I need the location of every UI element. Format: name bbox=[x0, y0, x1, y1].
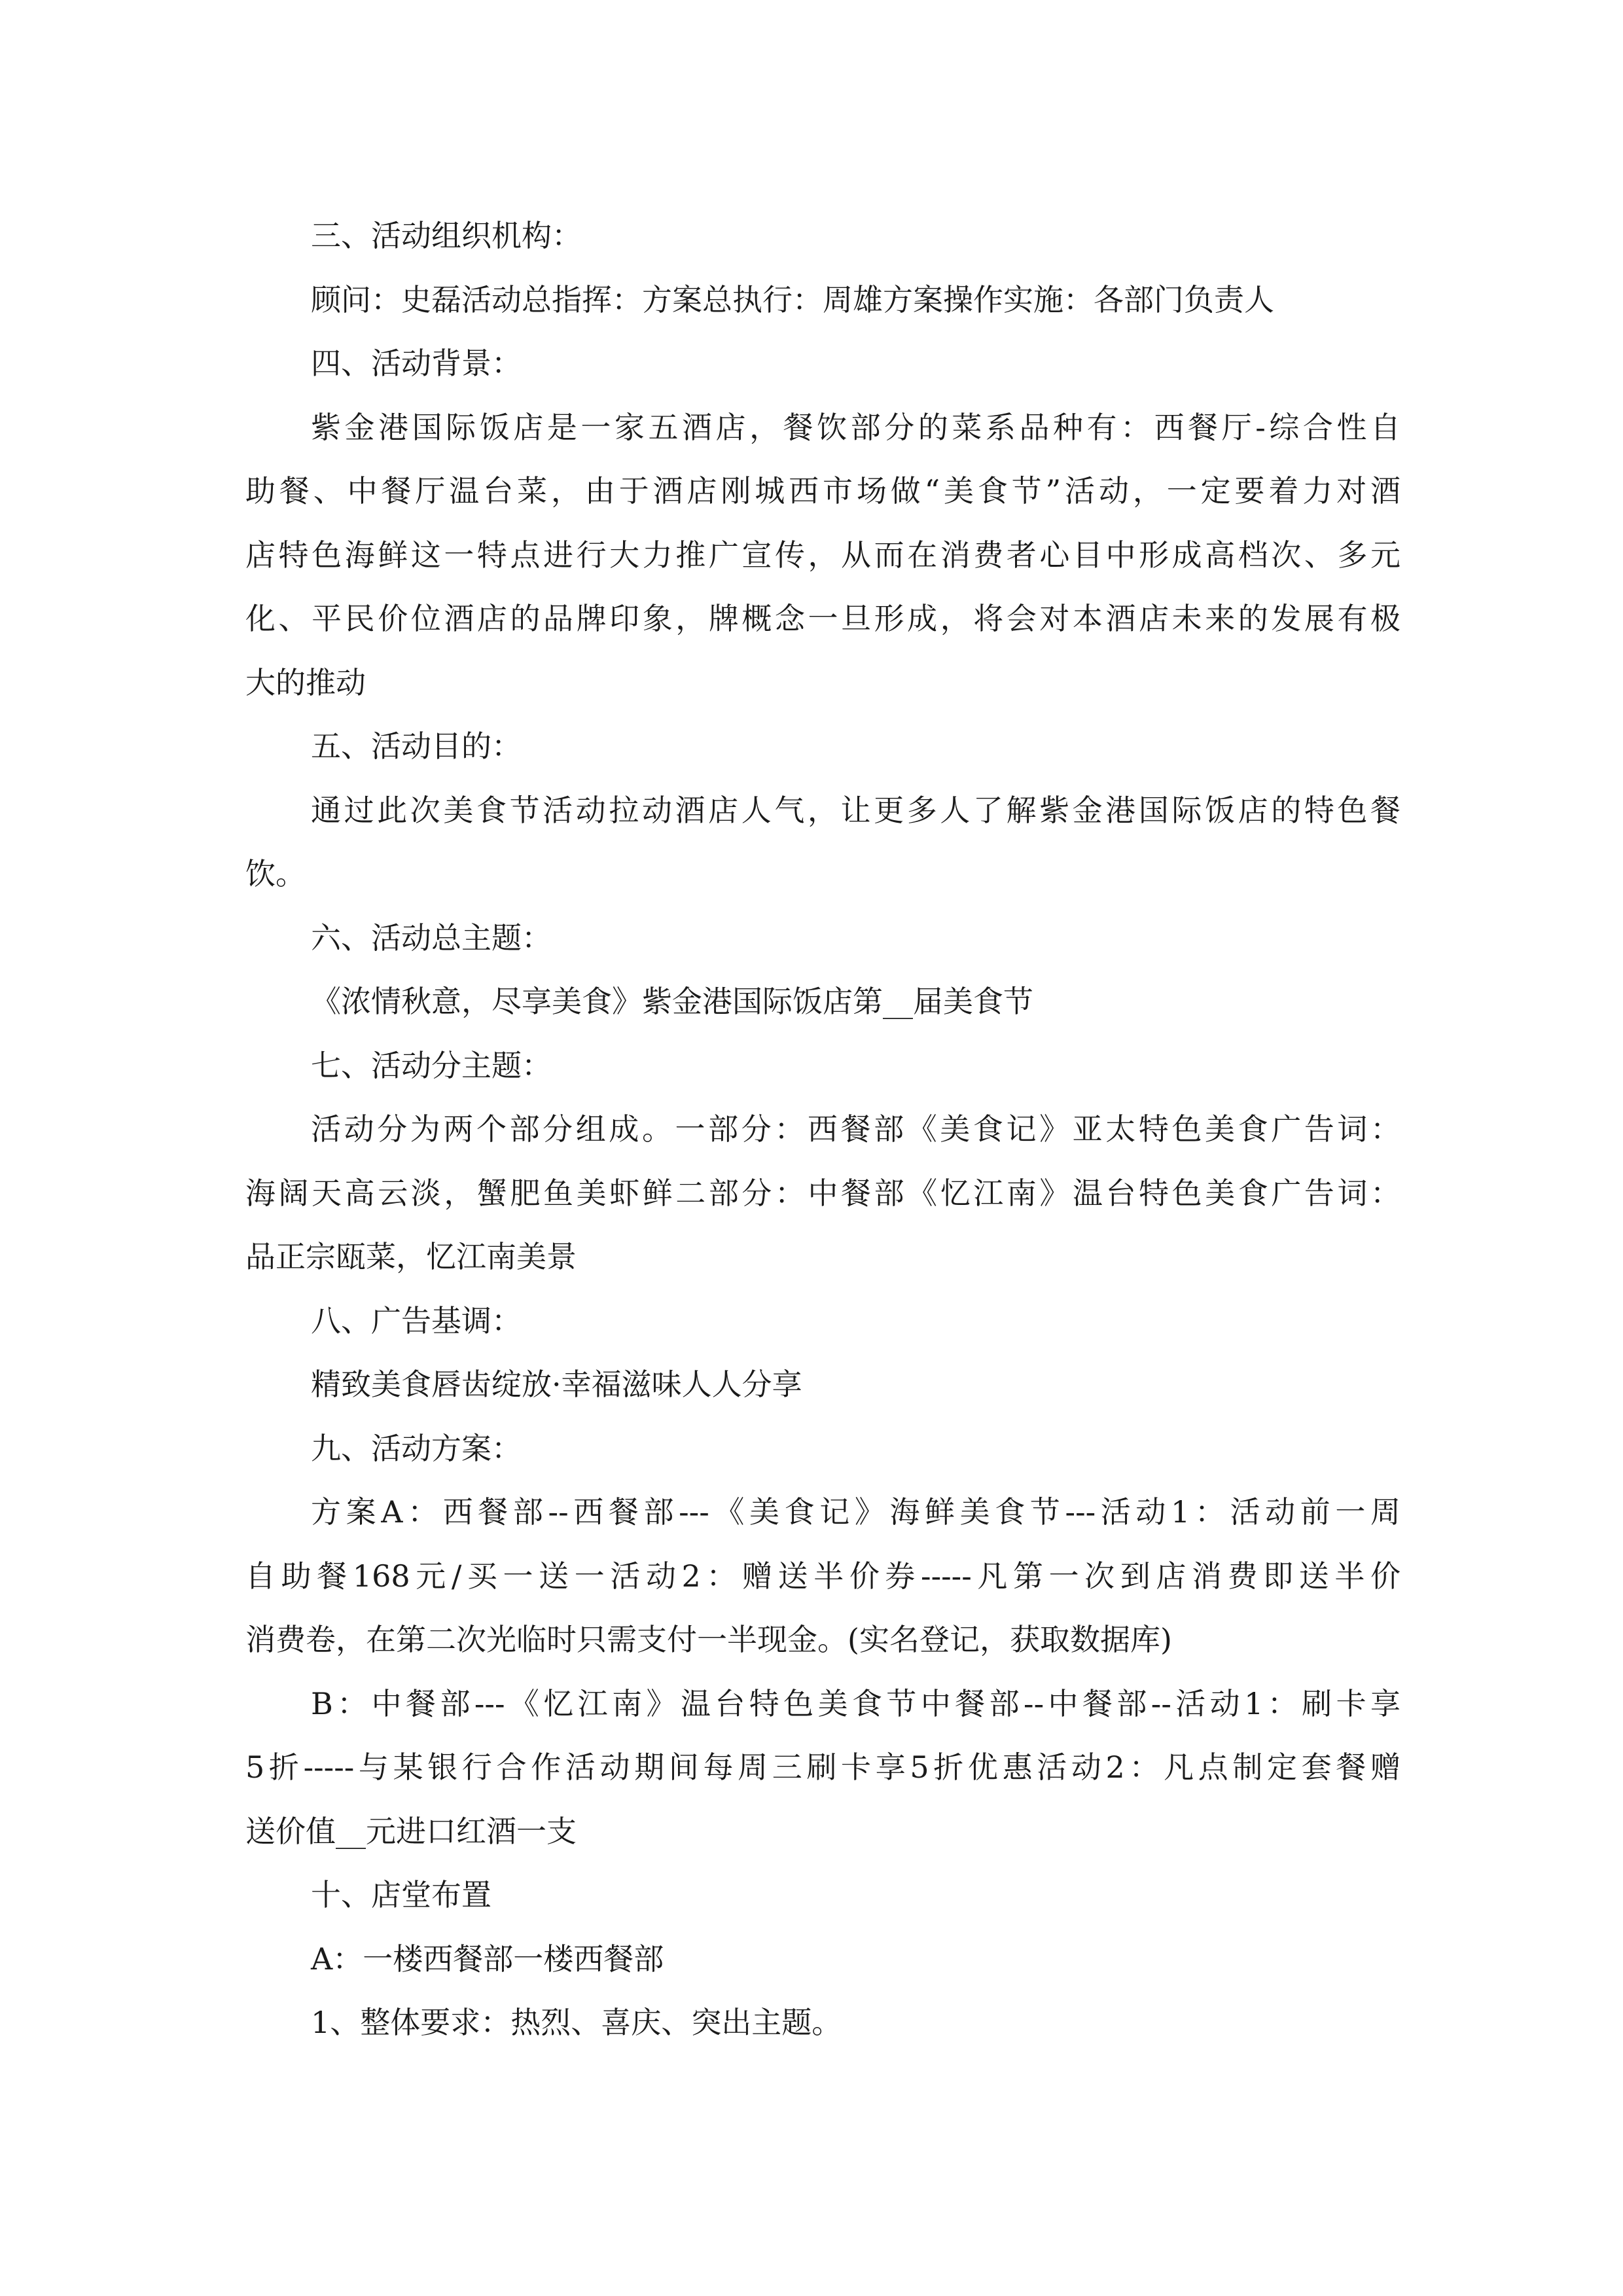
document-line: 十、店堂布置 bbox=[311, 1877, 491, 1912]
document-line: 自助餐168元/买一送一活动2：赠送半价券-----凡第一次到店消费即送半价 bbox=[245, 1558, 1400, 1594]
document-line: 三、活动组织机构： bbox=[311, 218, 582, 253]
document-line: 店特色海鲜这一特点进行大力推广宣传，从而在消费者心目中形成高档次、多元 bbox=[245, 537, 1400, 573]
document-line: 九、活动方案： bbox=[311, 1430, 522, 1466]
document-line: 品正宗瓯菜，忆江南美景 bbox=[245, 1239, 577, 1274]
document-line: 方案A：西餐部--西餐部---《美食记》海鲜美食节---活动1：活动前一周 bbox=[311, 1494, 1400, 1530]
document-line: 饮。 bbox=[245, 856, 306, 891]
document-line: 送价值__元进口红酒一支 bbox=[245, 1813, 577, 1849]
document-line: 海阔天高云淡，蟹肥鱼美虾鲜二部分：中餐部《忆江南》温台特色美食广告词： bbox=[245, 1175, 1400, 1211]
document-line: 六、活动总主题： bbox=[311, 920, 552, 956]
document-body bbox=[245, 204, 1400, 2055]
document-line: 助餐、中餐厅温台菜，由于酒店刚城西市场做“美食节”活动，一定要着力对酒 bbox=[245, 473, 1400, 509]
document-line: 精致美食唇齿绽放·幸福滋味人人分享 bbox=[311, 1367, 802, 1402]
document-line: 八、广告基调： bbox=[311, 1302, 522, 1338]
document-line: 消费卷，在第二次光临时只需支付一半现金。(实名登记，获取数据库) bbox=[245, 1622, 1172, 1657]
document-line: 顾问：史磊活动总指挥：方案总执行：周雄方案操作实施：各部门负责人 bbox=[311, 281, 1274, 317]
document-line: 《浓情秋意，尽享美食》紫金港国际饭店第__届美食节 bbox=[311, 984, 1033, 1019]
document-line: B：中餐部---《忆江南》温台特色美食节中餐部--中餐部--活动1：刷卡享 bbox=[311, 1685, 1400, 1721]
document-line: 四、活动背景： bbox=[311, 346, 522, 381]
document-line: 大的推动 bbox=[245, 664, 366, 700]
document-line: 通过此次美食节活动拉动酒店人气，让更多人了解紫金港国际饭店的特色餐 bbox=[311, 792, 1400, 828]
document-line: A：一楼西餐部一楼西餐部 bbox=[311, 1941, 664, 1977]
document-line: 活动分为两个部分组成。一部分：西餐部《美食记》亚太特色美食广告词： bbox=[311, 1111, 1400, 1147]
document-line: 5折-----与某银行合作活动期间每周三刷卡享5折优惠活动2：凡点制定套餐赠 bbox=[245, 1749, 1400, 1785]
document-line: 七、活动分主题： bbox=[311, 1047, 552, 1083]
document-line: 1、整体要求：热烈、喜庆、突出主题。 bbox=[311, 2005, 842, 2040]
document-line: 紫金港国际饭店是一家五酒店，餐饮部分的菜系品种有：西餐厅-综合性自 bbox=[311, 409, 1400, 445]
document-line: 五、活动目的： bbox=[311, 728, 522, 764]
document-line: 化、平民价位酒店的品牌印象，牌概念一旦形成，将会对本酒店未来的发展有极 bbox=[245, 601, 1400, 636]
